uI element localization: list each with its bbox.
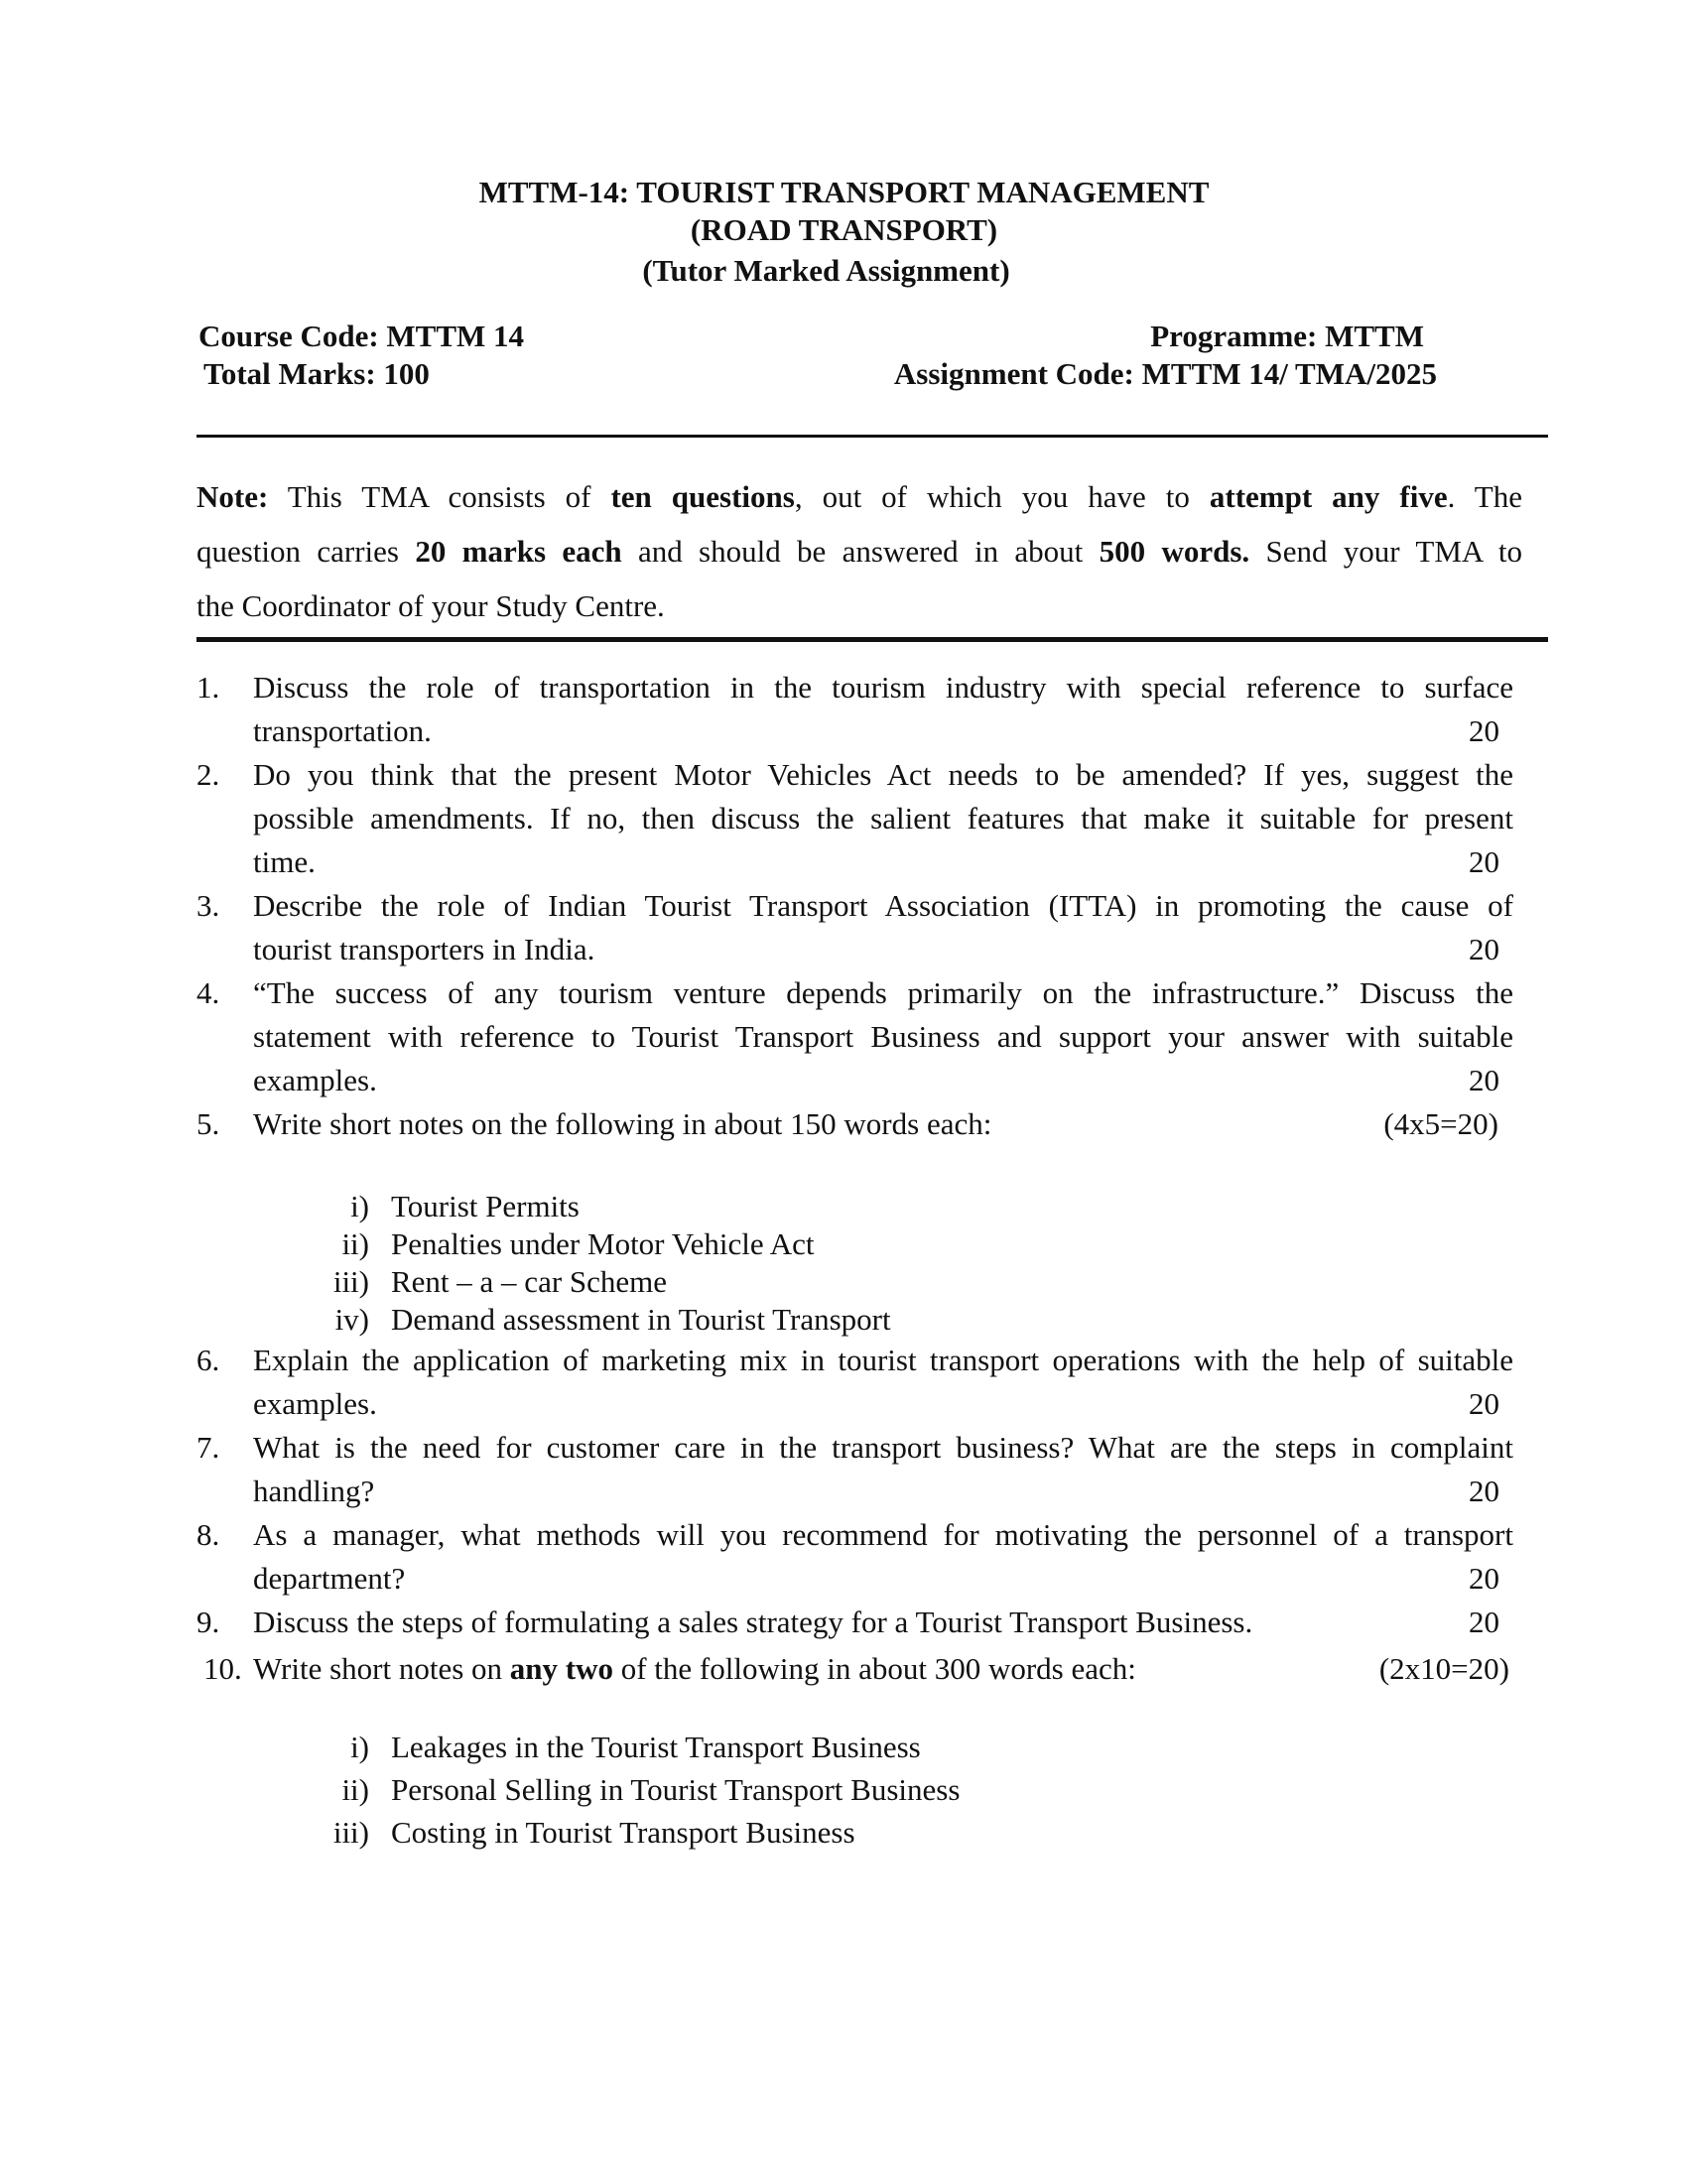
- question-text: time.: [253, 844, 316, 879]
- question-text: As a manager, what methods will you recommend for motivating the personnel of a transport: [253, 1517, 1513, 1552]
- document-subtitle: (ROAD TRANSPORT): [690, 212, 998, 247]
- note-text: , out of which you have to: [794, 479, 1190, 514]
- sub-item-number: ii): [341, 1226, 369, 1261]
- sub-item-text: Personal Selling in Tourist Transport Business: [391, 1772, 961, 1807]
- sub-item-number: iv): [334, 1302, 369, 1337]
- assignment-type: (Tutor Marked Assignment): [642, 253, 1010, 288]
- sub-item-number: i): [350, 1730, 369, 1764]
- question-number: 10.: [203, 1651, 242, 1686]
- question-number: 7.: [196, 1430, 220, 1465]
- question-number: 2.: [196, 757, 220, 792]
- sub-item-number: iii): [332, 1264, 369, 1299]
- assignment-code: Assignment Code: MTTM 14/ TMA/2025: [893, 356, 1437, 391]
- header-divider: [196, 435, 1548, 438]
- question-text: statement with reference to Tourist Transport Business and support your answer with suitable: [253, 1019, 1513, 1054]
- note-emphasis: 20 marks each: [415, 534, 622, 569]
- question-text: tourist transporters in India.: [253, 932, 595, 966]
- total-marks: Total Marks: 100: [203, 356, 430, 391]
- note-text: . The: [1447, 479, 1523, 514]
- note-divider: [196, 637, 1548, 642]
- sub-item-text: Rent – a – car Scheme: [391, 1264, 668, 1299]
- question-text: Do you think that the present Motor Vehicles Act needs to be amended? If yes, suggest the: [253, 757, 1513, 792]
- note-emphasis: 500 words.: [1099, 534, 1250, 569]
- sub-item-number: ii): [341, 1772, 369, 1807]
- question-number: 1.: [196, 670, 220, 705]
- note-text: Send your TMA to: [1265, 534, 1523, 569]
- document-title: MTTM-14: TOURIST TRANSPORT MANAGEMENT: [478, 175, 1210, 209]
- sub-item-number: i): [350, 1189, 369, 1223]
- sub-item-text: Leakages in the Tourist Transport Business: [391, 1730, 921, 1764]
- question-number: 3.: [196, 888, 220, 923]
- question-number: 9.: [196, 1605, 220, 1639]
- question-text: department?: [253, 1561, 406, 1596]
- note-text: and should be answered in about: [637, 534, 1084, 569]
- sub-item-text: Tourist Permits: [391, 1189, 580, 1223]
- question-marks: 20: [1469, 1561, 1499, 1596]
- question-marks: 20: [1469, 844, 1499, 879]
- note-emphasis: attempt any five: [1209, 479, 1448, 514]
- question-marks: (4x5=20): [1383, 1106, 1498, 1141]
- question-text: handling?: [253, 1474, 375, 1508]
- question-marks: (2x10=20): [1378, 1651, 1509, 1686]
- question-text: transportation.: [253, 713, 432, 748]
- question-marks: 20: [1469, 1063, 1499, 1097]
- sub-item-text: Costing in Tourist Transport Business: [391, 1815, 855, 1850]
- question-marks: 20: [1469, 1605, 1499, 1639]
- sub-item-text: Demand assessment in Tourist Transport: [391, 1302, 891, 1337]
- question-number: 4.: [196, 975, 220, 1010]
- question-text: [253, 1653, 1513, 1684]
- question-marks: 20: [1469, 713, 1499, 748]
- note-line-1: [196, 481, 1522, 512]
- question-text: Write short notes on the following in about 150 words each:: [253, 1106, 992, 1141]
- note-text: question carries: [196, 534, 399, 569]
- question-text: Discuss the steps of formulating a sales strategy for a Tourist Transport Business.: [253, 1605, 1253, 1639]
- question-number: 6.: [196, 1343, 220, 1377]
- note-text: This TMA consists of: [287, 479, 591, 514]
- question-text: possible amendments. If no, then discuss the salient features that make it suitable for present: [253, 801, 1513, 835]
- course-code: Course Code: MTTM 14: [198, 319, 525, 353]
- question-text: “The success of any tourism venture depends primarily on the infrastructure.” Discuss the: [253, 975, 1513, 1010]
- question-text: Describe the role of Indian Tourist Transport Association (ITTA) in promoting the cause of: [253, 888, 1513, 923]
- question-marks: 20: [1469, 1386, 1499, 1421]
- note-label: Note:: [196, 479, 269, 514]
- question-number: 8.: [196, 1517, 220, 1552]
- note-line-3: the Coordinator of your Study Centre.: [196, 588, 665, 623]
- question-text-part: of the following in about 300 words each:: [612, 1651, 1136, 1686]
- question-text: examples.: [253, 1386, 377, 1421]
- question-text-part: Write short notes on: [253, 1651, 510, 1686]
- sub-item-number: iii): [332, 1815, 369, 1850]
- question-text: examples.: [253, 1063, 377, 1097]
- question-number: 5.: [196, 1106, 220, 1141]
- question-text: Explain the application of marketing mix in tourist transport operations with the help of suitable: [253, 1343, 1513, 1377]
- note-emphasis: ten questions: [610, 479, 795, 514]
- question-marks: 20: [1469, 1474, 1499, 1508]
- question-marks: 20: [1469, 932, 1499, 966]
- programme: Programme: MTTM: [1150, 319, 1424, 353]
- sub-item-text: Penalties under Motor Vehicle Act: [391, 1226, 815, 1261]
- question-text: Discuss the role of transportation in the tourism industry with special reference to surface: [253, 670, 1513, 705]
- question-text: What is the need for customer care in the transport business? What are the steps in complaint: [253, 1430, 1513, 1465]
- question-emphasis: any two: [509, 1651, 613, 1686]
- note-line-2: [196, 536, 1522, 567]
